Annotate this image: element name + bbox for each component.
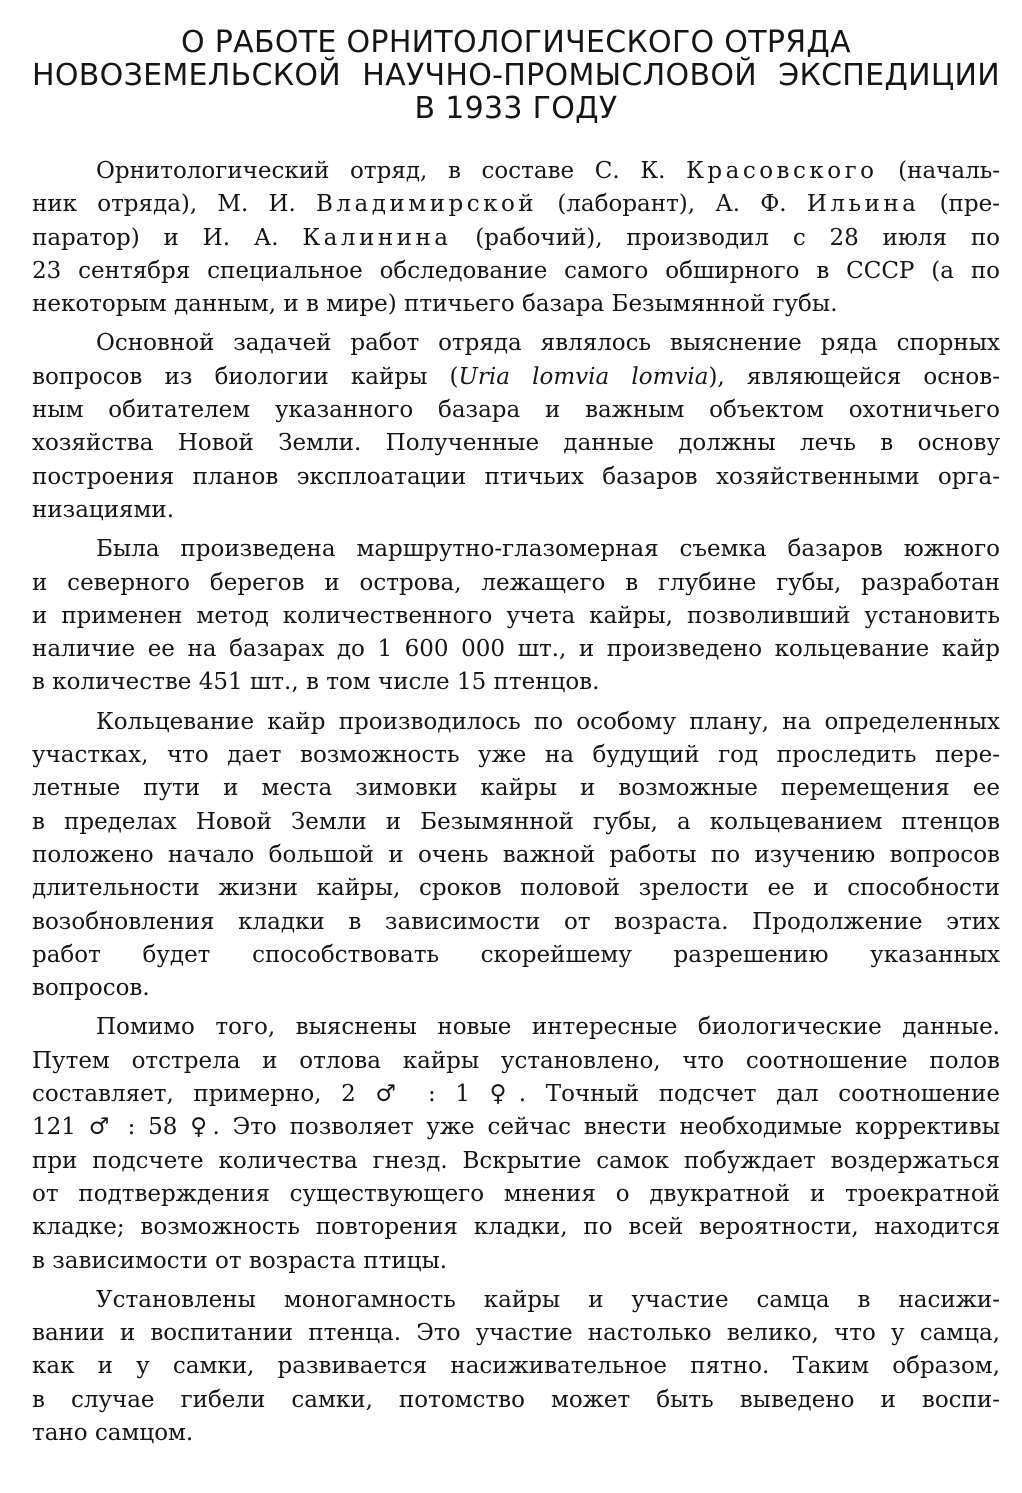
text-line: вопросов. [32, 975, 150, 1002]
text-line: 121 ♂ : 58 ♀. Это позволяет уже сейчас внести необходимые коррективы [32, 1114, 1000, 1141]
text-line: в количестве 451 шт., в том числе 15 птенцов. [32, 669, 600, 696]
text-line: Помимо того, выяснены новые интересные биологические данные. [96, 1014, 1000, 1041]
paragraph-6 [32, 1284, 1000, 1450]
text-line: и применен метод количественного учета кайры, позволивший установить [32, 602, 1000, 629]
species-name: Uria lomvia lomvia [458, 363, 709, 390]
paragraph-4 [32, 706, 1000, 1006]
text-fragment: ), являющейся основ- [708, 363, 1000, 390]
spaced-name: Ильина [806, 191, 920, 218]
text-line: 23 сентября специальное обследование самого обширного в СССР (а по [32, 257, 1000, 284]
text-line: построения планов эксплоатации птичьих базаров хозяйственными орга- [32, 463, 1000, 490]
text-line: летные пути и места зимовки кайры и возможные перемещения ее [32, 775, 1000, 802]
text-line: наличие ее на базарах до 1 600 000 шт., и произведено кольцевание кайр [32, 636, 1000, 663]
article-title [32, 26, 1000, 125]
text-line: положено начало большой и очень важной работы по изучению вопросов [32, 841, 1000, 868]
text-line: Кольцевание кайр производилось по особому плану, на определенных [96, 708, 1000, 735]
title-line-1: О РАБОТЕ ОРНИТОЛОГИЧЕСКОГО ОТРЯДА [181, 25, 851, 60]
title-line-2-part-3: ЭКСПЕДИЦИИ [778, 58, 1000, 93]
text-line: длительности жизни кайры, сроков половой зрелости ее и способности [32, 875, 1000, 902]
text-line: и северного берегов и острова, лежащего в глубине губы, разработан [32, 569, 1000, 596]
text-line: работ будет способствовать скорейшему разрешению указанных [32, 941, 1000, 968]
text-line: от подтверждения существующего мнения о двукратной и троекратной [32, 1180, 1000, 1207]
title-line-2-part-1: НОВОЗЕМЕЛЬСКОЙ [32, 58, 342, 93]
text-fragment: Орнитологический отряд, в составе С. К. [96, 158, 687, 184]
text-line: Основной задачей работ отряда являлось выяснение ряда спорных [96, 330, 1000, 357]
paragraph-1 [32, 155, 1000, 321]
text-fragment: (началь- [877, 158, 1000, 184]
paragraph-3 [32, 533, 1000, 699]
text-line [32, 188, 1000, 221]
text-line [32, 155, 1000, 188]
text-fragment: ник отряда), М. И. [32, 191, 317, 218]
text-line: возобновления кладки в зависимости от возраста. Продолжение этих [32, 908, 1000, 935]
text-fragment: паратор) и И. А. [32, 224, 303, 251]
title-line-2-part-2: НАУЧНО-ПРОМЫСЛОВОЙ [362, 58, 757, 93]
title-line-3: В 1933 ГОДУ [414, 91, 618, 126]
text-fragment: (пре- [919, 191, 1000, 218]
text-line: вании и воспитании птенца. Это участие настолько велико, что у самца, [32, 1320, 1000, 1347]
paragraph-2 [32, 327, 1000, 527]
text-line: Путем отстрела и отлова кайры установлено, что соотношение полов [32, 1047, 1000, 1074]
title-line-2 [32, 59, 1000, 92]
text-line: кладке; возможность повторения кладки, по всей вероятности, находится [32, 1214, 1000, 1241]
text-fragment: вопросов из биологии кайры ( [32, 363, 459, 390]
text-line [32, 222, 1000, 255]
text-line: Была произведена маршрутно-глазомерная съемка базаров южного [96, 536, 1000, 563]
text-line: как и у самки, развивается насиживательное пятно. Таким образом, [32, 1353, 1000, 1380]
paragraph-5 [32, 1011, 1000, 1277]
text-line: в зависимости от возраста птицы. [32, 1247, 448, 1274]
text-line: низациями. [32, 496, 175, 523]
text-line [32, 361, 1000, 394]
text-line: в пределах Новой Земли и Безымянной губы, а кольцеванием птенцов [32, 808, 1000, 835]
text-fragment: (лаборант), А. Ф. [537, 191, 807, 218]
text-fragment: (рабочий), производил с 28 июля по [451, 224, 1000, 251]
spaced-name: Красовского [686, 158, 878, 184]
text-line: хозяйства Новой Земли. Полученные данные должны лечь в основу [32, 430, 1000, 457]
text-line: тано самцом. [32, 1419, 194, 1446]
text-line: участках, что дает возможность уже на будущий год проследить пере- [32, 742, 1000, 769]
text-line: Установлены моногамность кайры и участие самца в насижи- [96, 1286, 1000, 1313]
text-line: ным обитателем указанного базара и важным объектом охотничьего [32, 397, 1000, 424]
text-line: в случае гибели самки, потомство может быть выведено и воспи- [32, 1386, 1000, 1413]
spaced-name: Владимирской [316, 191, 538, 218]
text-line: составляет, примерно, 2 ♂ : 1 ♀. Точный подсчет дал соотношение [32, 1081, 1000, 1108]
spaced-name: Калинина [302, 224, 452, 251]
text-line: некоторым данным, и в мире) птичьего базара Безымянной губы. [32, 291, 838, 318]
text-line: при подсчете количества гнезд. Вскрытие самок побуждает воздержаться [32, 1147, 1000, 1174]
article-body [32, 155, 1000, 1450]
